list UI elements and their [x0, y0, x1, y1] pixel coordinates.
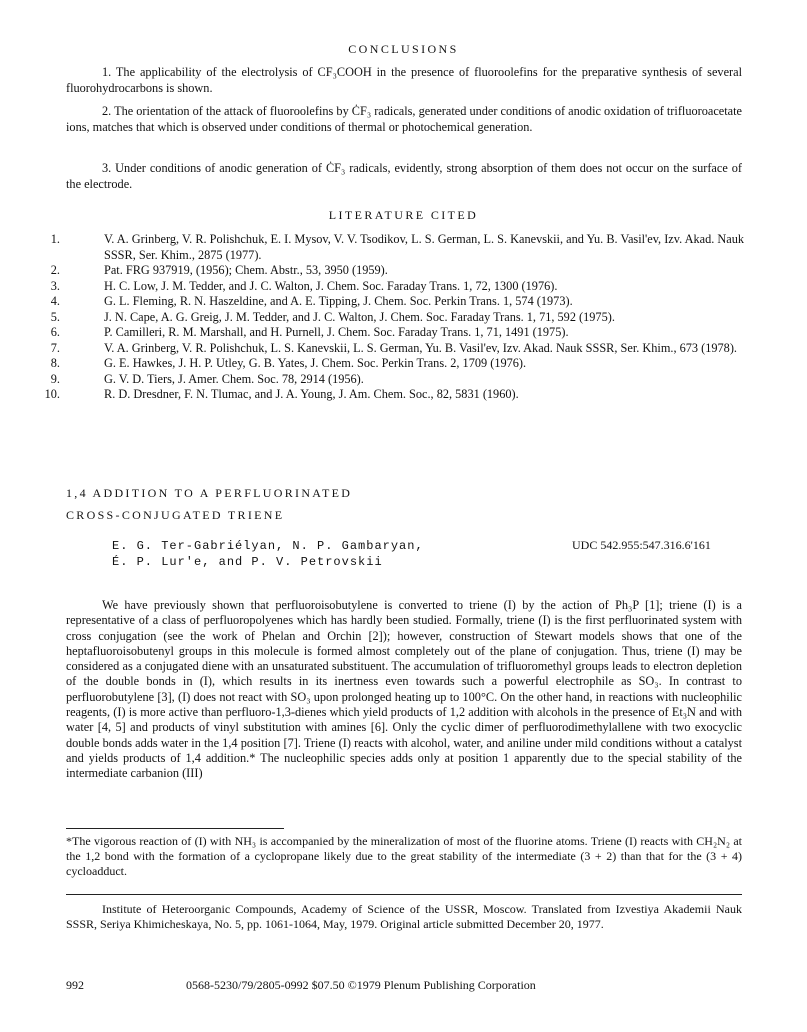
- reference-text: G. L. Fleming, R. N. Haszeldine, and A. E. Tipping, J. Chem. Soc. Perkin Trans. 1, 574 (1973).: [104, 294, 573, 308]
- reference-item: [36, 310, 748, 326]
- reference-number: 1.: [50, 232, 60, 246]
- reference-number: 5.: [50, 309, 60, 324]
- institute-divider: [66, 894, 742, 895]
- reference-text: V. A. Grinberg, V. R. Polishchuk, L. S. Kanevskii, L. S. German, Yu. B. Vasil'ev, Izv. Akad. Nauk SSSR, Ser. Khim., 673 (1978).: [104, 340, 737, 355]
- reference-item: [36, 279, 748, 295]
- reference-item: [36, 294, 748, 310]
- reference-number: 2.: [50, 263, 60, 277]
- reference-text: G. V. D. Tiers, J. Amer. Chem. Soc. 78, 2914 (1956).: [104, 371, 364, 386]
- reference-item: [36, 356, 748, 372]
- reference-item: [36, 372, 748, 388]
- copyright-line: 0568-5230/79/2805-0992 $07.50 ©1979 Plenum Publishing Corporation: [186, 978, 536, 992]
- page-number: 992: [66, 978, 84, 992]
- institute-note: [66, 902, 742, 932]
- article-title-line-1: 1,4 ADDITION TO A PERFLUORINATED: [66, 486, 353, 500]
- footnote: *The vigorous reaction of (I) with NH₃ is accompanied by the mineralization of most of the fluorine atoms. Triene (I) reacts with CH₂N₂ at the 1,2 bond with the formation of a cyclopropane likely due to the great stability of the intermediate (3 + 2) than that for the (3 + 4) cycloadduct.: [66, 834, 742, 878]
- conclusion-text-1: 1. The applicability of the electrolysis of CF₃COOH in the presence of fluoroolefins for the preparative synthesis of several fluorohydrocarbons is shown.: [66, 65, 742, 95]
- reference-item: [36, 325, 748, 341]
- reference-text: V. A. Grinberg, V. R. Polishchuk, E. I. Mysov, V. V. Tsodikov, L. S. German, L. S. Kanevskii, and Yu. B. Vasil'ev, Izv. Akad. Nauk SSSR, Ser. Khim., 2875 (1977).: [104, 232, 744, 262]
- authors-line-1: E. G. Ter-Gabriélyan, N. P. Gambaryan,: [112, 539, 424, 553]
- conclusion-item-1: [66, 65, 742, 96]
- reference-item: [36, 387, 748, 403]
- reference-text: G. E. Hawkes, J. H. P. Utley, G. B. Yates, J. Chem. Soc. Perkin Trans. 2, 1709 (1976).: [104, 356, 527, 370]
- reference-number: 10.: [44, 387, 60, 401]
- authors: [112, 538, 424, 570]
- conclusions-heading: CONCLUSIONS: [348, 42, 459, 56]
- reference-text: R. D. Dresdner, F. N. Tlumac, and J. A. Young, J. Am. Chem. Soc., 82, 5831 (1960).: [104, 387, 519, 401]
- conclusion-item-3: [66, 161, 742, 192]
- udc-code: UDC 542.955:547.316.6'161: [572, 538, 711, 552]
- reference-text: P. Camilleri, R. M. Marshall, and H. Purnell, J. Chem. Soc. Faraday Trans. 1, 71, 1491 (1975).: [104, 325, 569, 339]
- reference-item: [36, 263, 748, 279]
- reference-number: 8.: [50, 356, 60, 370]
- conclusion-item-2: [66, 104, 742, 135]
- article-body-text: We have previously shown that perfluoroisobutylene is converted to triene (I) by the action of Ph₃P [1]; triene (I) is a representative of a class of perfluoropolyenes which has hardly been studied. Formally, triene (I) is the first perfluorinated system with cross conjugation (see the work of Phelan and Orchin [2]); however, construction of Stewart models shows that one of the heptafluoroisobutenyl groups in this molecule is formed almost completely out of the plane of conjugation. Thus, triene (I) may be considered as a conjugated diene with an unsaturated substituent. The accumulation of trifluoromethyl groups leads to electron depletion of the double bonds in (I), which results in its inertness even towards such a powerful electrophile as SO₃. In contrast to perfluorobutylene [3], (I) does not react with SO₃ upon prolonged heating up to 100°C. On the other hand, in reactions with nucleophilic reagents, (I) is more active than perfluoro-1,3-dienes which yield products of 1,2 addition with alcohols in the presence of Et₃N and with water [4, 5] and products of vinyl substitution with amines [6]. Only the cyclic dimer of perfluorodimethylallene with two exocyclic double bonds adds water in the 1,4 position [7]. Triene (I) reacts with alcohol, water, and aniline under mild conditions without a catalyst and yields products of 1,4 addition.* The nucleophilic species adds only at position 1 apparently due to the special stability of the intermediate carbanion (III): [66, 598, 742, 781]
- authors-line-2: É. P. Lur'e, and P. V. Petrovskii: [112, 555, 383, 569]
- reference-number: 9.: [50, 371, 60, 386]
- reference-text: J. N. Cape, A. G. Greig, J. M. Tedder, and J. C. Walton, J. Chem. Soc. Faraday Trans. 1, 71, 592 (1975).: [104, 309, 615, 324]
- reference-number: 6.: [50, 325, 60, 339]
- reference-text: Pat. FRG 937919, (1956); Chem. Abstr., 53, 3950 (1959).: [104, 263, 388, 277]
- institute-note-text: Institute of Heteroorganic Compounds, Academy of Science of the USSR, Moscow. Translated from Izvestiya Akademii Nauk SSSR, Seriya Khimicheskaya, No. 5, pp. 1061-1064, May, 1979. Original article submitted December 20, 1977.: [66, 902, 742, 931]
- article-title-line-2: CROSS-CONJUGATED TRIENE: [66, 508, 285, 522]
- reference-list: [36, 232, 748, 403]
- reference-number: 7.: [50, 340, 60, 355]
- reference-number: 3.: [50, 278, 60, 293]
- literature-heading: LITERATURE CITED: [328, 208, 479, 222]
- conclusion-text-3: 3. Under conditions of anodic generation of ĊF₃ radicals, evidently, strong absorption of them does not occur on the surface of the electrode.: [66, 161, 742, 191]
- reference-number: 4.: [50, 294, 60, 308]
- reference-item: [36, 341, 748, 357]
- reference-item: [36, 232, 748, 263]
- conclusion-text-2: 2. The orientation of the attack of fluoroolefins by ĊF₃ radicals, generated under conditions of anodic oxidation of trifluoroacetate ions, matches that which is observed under conditions of thermal or photochemical generation.: [66, 104, 742, 134]
- footnote-divider: [66, 828, 284, 829]
- reference-text: H. C. Low, J. M. Tedder, and J. C. Walton, J. Chem. Soc. Faraday Trans. 1, 72, 1300 (1976).: [104, 278, 558, 293]
- article-body: [66, 598, 742, 782]
